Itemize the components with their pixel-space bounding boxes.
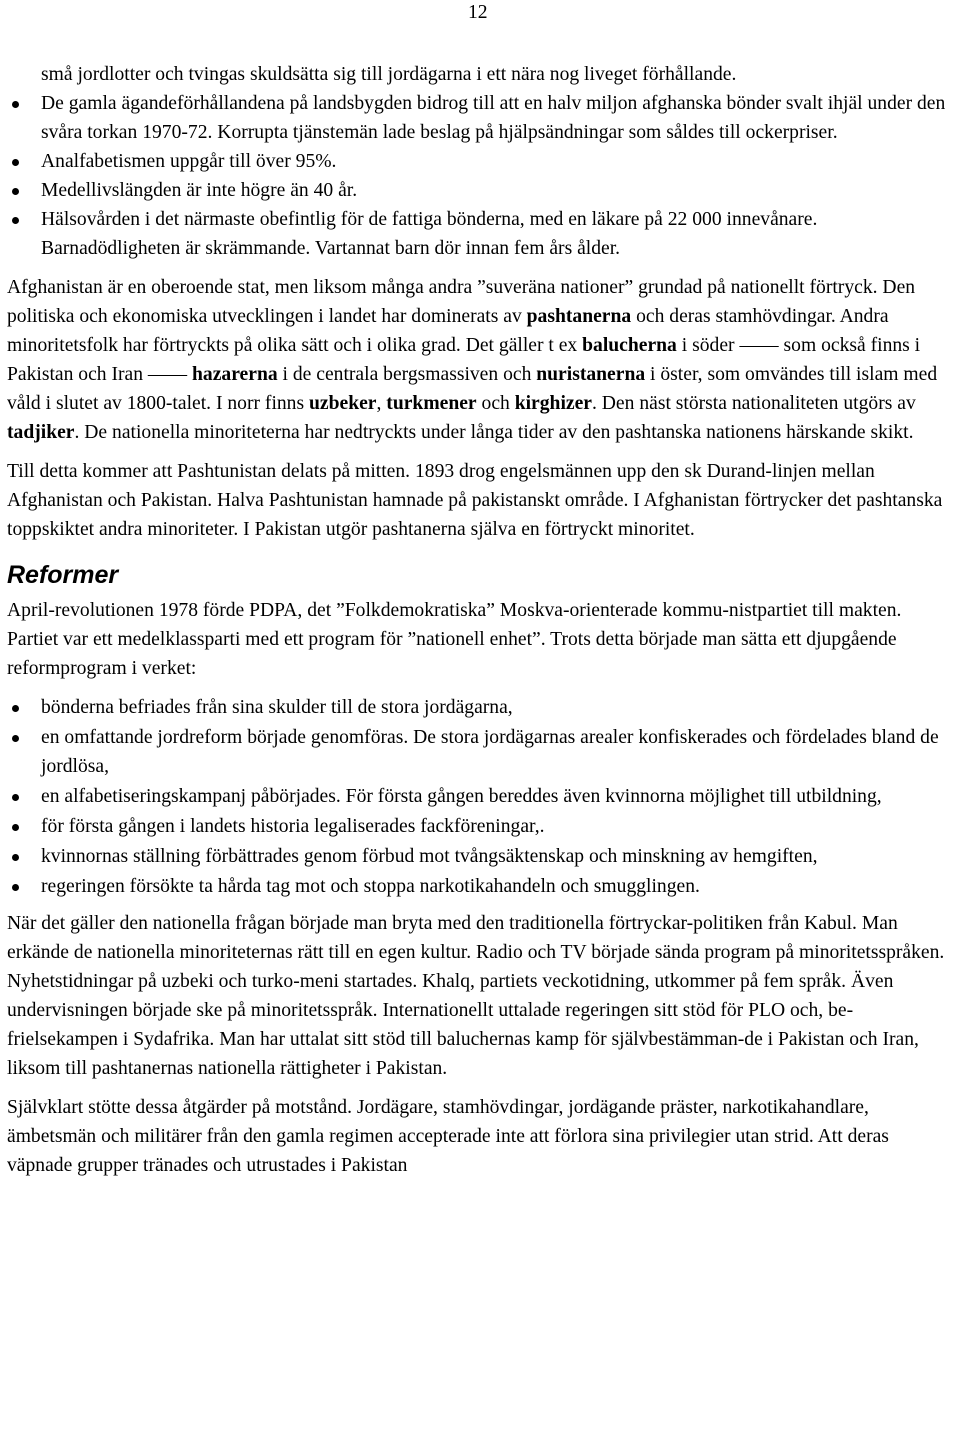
bold-term: tadjiker: [7, 422, 75, 443]
list-item: [7, 723, 953, 781]
list-item: [7, 842, 953, 871]
list-item-text: en omfattande jordreform började genomföras. De stora jordägarnas arealer konfiskerades och fördelades bland de jordlösa,: [41, 727, 939, 777]
list-item-text: små jordlotter och tvingas skuldsätta sig till jordägarna i ett nära nog liveget förhållande.: [41, 64, 737, 85]
conditions-list: [7, 60, 953, 263]
bold-term: balucherna: [582, 335, 677, 356]
list-item-text: för första gången i landets historia legaliserades fackföreningar,.: [41, 816, 545, 837]
text-run: i söder —— som också finns i Pakistan och Iran ——: [7, 335, 921, 385]
list-item: [7, 812, 953, 841]
list-item-text: kvinnornas ställning förbättrades genom förbud mot tvångsäktenskap och minskning av hemgiften,: [41, 846, 818, 867]
page-number: 12: [468, 2, 488, 23]
bold-term: kirghizer: [514, 393, 592, 414]
list-item: [7, 205, 953, 263]
reform-list: [7, 693, 953, 901]
paragraph-april-revolution: April-revolutionen 1978 förde PDPA, det ”Folkdemokratiska” Moskva-orienterade kommu-nistpartiet till makten. Partiet var ett medelklassparti med ett program för ”nationell enhet”. Trots detta började man sätta ett djupgående reformprogram i verket:: [7, 600, 902, 679]
list-item: [7, 176, 953, 205]
list-item-text: Medellivslängden är inte högre än 40 år.: [41, 180, 358, 201]
list-item: [7, 693, 953, 722]
document-body: [7, 60, 953, 1190]
list-item-text: en alfabetiseringskampanj påbörjades. För första gången bereddes även kvinnorna möjlighet till utbildning,: [41, 786, 882, 807]
text-run: . De nationella minoriteterna har nedtryckts under långa tider av den pashtanska nationens härskande skikt.: [74, 422, 914, 443]
paragraph-afghanistan: [7, 273, 953, 447]
text-run: . Den näst största nationaliteten utgörs av: [591, 393, 916, 414]
text-run: Afghanistan är en oberoende stat, men liksom många andra ”suveräna nationer” grundad på nationellt förtryck. Den politiska och ekonomiska utvecklingen i landet har dominerats av: [7, 277, 916, 327]
section-heading: Reformer: [7, 561, 119, 589]
bold-term: uzbeker: [309, 393, 377, 414]
list-item: [7, 782, 953, 811]
list-item: [7, 872, 953, 901]
bold-term: pashtanerna: [526, 306, 632, 327]
paragraph-resistance: Självklart stötte dessa åtgärder på motstånd. Jordägare, stamhövdingar, jordägande präster, narkotikahandlare, ämbetsmän och militärer från den gamla regimen accepterade inte att förlora sina privilegier utan strid. Att deras väpnade grupper tränades och utrustades i Pakistan: [7, 1097, 889, 1176]
text-run: i de centrala bergsmassiven och: [277, 364, 537, 385]
text-run: ,: [376, 393, 387, 414]
list-item-continuation: [7, 60, 953, 89]
list-item-text: regeringen försökte ta hårda tag mot och stoppa narkotikahandeln och smugglingen.: [41, 876, 700, 897]
text-run: och deras stamhövdingar. Andra minoritetsfolk har förtryckts på olika sätt och i olika grad. Det gäller t ex: [7, 306, 889, 356]
list-item-text: De gamla ägandeförhållandena på landsbygden bidrog till att en halv miljon afghanska bönder svalt ihjäl under den svåra torkan 1970-72. Korrupta tjänstemän lade beslag på hjälpsändningar som såldes till ockerpriser.: [41, 93, 946, 143]
list-item-text: Hälsovården i det närmaste obefintlig för de fattiga bönderna, med en läkare på 22 000 innevånare. Barnadödligheten är skrämmande. Vartannat barn dör innan fem års ålder.: [41, 209, 818, 259]
bold-term: turkmener: [386, 393, 477, 414]
list-item-text: Analfabetismen uppgår till över 95%.: [41, 151, 337, 172]
paragraph-pashtunistan: Till detta kommer att Pashtunistan delats på mitten. 1893 drog engelsmännen upp den sk Durand-linjen mellan Afghanistan och Pakistan. Halva Pashtunistan hamnade på pakistanskt område. I Afghanistan förtrycker det pashtanska toppskiktet andra minoriteter. I Pakistan utgör pashtanerna själva en förtryckt minoritet.: [7, 461, 943, 540]
bold-term: nuristanerna: [536, 364, 646, 385]
text-run: i öster, som omvändes till islam med våld i slutet av 1800-talet. I norr finns: [7, 364, 938, 414]
list-item: [7, 147, 953, 176]
list-item: [7, 89, 953, 147]
list-item-text: bönderna befriades från sina skulder till de stora jordägarna,: [41, 697, 513, 718]
bold-term: hazarerna: [192, 364, 278, 385]
paragraph-national-question: När det gäller den nationella frågan började man bryta med den traditionella förtryckar-politiken från Kabul. Man erkände de nationella minoriteternas rätt till en egen kultur. Radio och TV började sända program på minoritetsspråken. Nyhetstidningar på uzbeki och turko-meni startades. Khalq, partiets veckotidning, utkommer på fem språk. Även undervisningen började ske på minoritetsspråk. Internationellt uttalade regeringen sitt stöd för PLO och, be-frielsekampen i Sydafrika. Man har uttalat sitt stöd till baluchernas kamp för självbestämman-de i Pakistan och Iran, liksom till pashtanernas nationella rättigheter i Pakistan.: [7, 913, 945, 1079]
text-run: och: [476, 393, 515, 414]
